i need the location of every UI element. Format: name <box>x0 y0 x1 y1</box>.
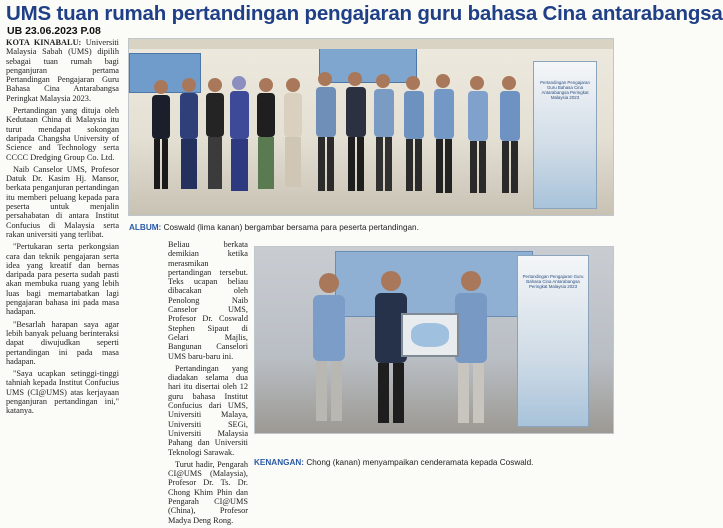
person <box>434 74 454 193</box>
event-standee: Pertandingan Pengajaran Guru Bahasa Cina Antarabangsa Peringkat Malaysia 2023 <box>517 255 589 427</box>
paragraph: "Pertukaran serta perkongsian cara dan teknik pengajaran serta idea yang kreatif dan bernas daripada para peserta sudah pasti akan membuka ruang yang lebih luas bagi memartabatkan lagi pengajaran bahasa ini pada masa hadapan. <box>6 242 119 317</box>
person <box>284 78 302 187</box>
headline: UMS tuan rumah pertandingan pengajaran guru bahasa Cina antarabangsa <box>6 2 723 25</box>
person <box>468 76 488 193</box>
person <box>180 78 198 189</box>
paragraph: Naib Canselor UMS, Profesor Datuk Dr. Kasim Hj. Mansor, berkata penganjuran pertandingan itu memberi peluang kepada para peserta untuk menjalin persahabatan di antara Institut Confucius di Malaysia serta rakan universiti yang terlibat. <box>6 164 119 239</box>
person <box>346 72 366 191</box>
group-photo <box>128 38 614 216</box>
souvenir-photo <box>254 246 614 434</box>
person <box>206 78 224 189</box>
article-column-2 <box>168 240 248 528</box>
paragraph: Beliau berkata demikian ketika merasmikan pertandingan tersebut. Teks ucapan beliau dibacakan oleh Penolong Naib Canselor UMS, Profesor Dr. Coswald Stephen Sipaut di Gelari Majlis, Bangunan Canselori UMS baru-baru ini. <box>168 240 248 361</box>
person <box>500 76 520 193</box>
person <box>404 76 424 191</box>
person <box>313 273 345 421</box>
person <box>316 72 336 191</box>
dateline: UB 23.06.2023 P.08 <box>7 25 101 37</box>
person <box>374 74 394 191</box>
group-people <box>141 39 541 215</box>
person <box>230 76 249 191</box>
photo-caption-1: ALBUM: Coswald (lima kanan) bergambar bersama para peserta pertandingan. <box>129 223 419 232</box>
paragraph: Pertandingan yang diadakan selama dua hari itu disertai oleh 12 guru bahasa Institut Confucius dari UMS, Universiti Malaya, Universiti SEGi, Universiti Malaysia Pahang dan Universiti Teknologi Sarawak. <box>168 363 248 457</box>
person <box>455 271 487 423</box>
event-standee: Pertandingan Pengajaran Guru Bahasa Cina Antarabangsa Peringkat Malaysia 2023 <box>533 61 597 209</box>
paragraph: "Saya ucapkan setinggi-tinggi tahniah kepada Institut Confucius UMS (CI@UMS) atas kerjayaan penganjuran pertandingan ini," katanya. <box>6 369 119 416</box>
paragraph: KOTA KINABALU: Universiti Malaysia Sabah (UMS) dipilih sebagai tuan rumah bagi penganjuran pertama Pertandingan Pengajaran Guru Bahasa Cina Antarabangsa Peringkat Malaysia 2023. <box>6 38 119 103</box>
person <box>152 80 170 189</box>
paragraph: Turut hadir, Pengarah CI@UMS (Malaysia), Profesor Dr. Ts. Dr. Chong Khim Phin dan Pengarah CI@UMS (China), Profesor Madya Deng Rong. <box>168 459 248 525</box>
photo-caption-2: KENANGAN: Chong (kanan) menyampaikan cenderamata kepada Coswald. <box>254 458 534 467</box>
paragraph: Pertandingan yang dituja oleh Kedutaan China di Malaysia itu turut mendapat sokongan daripada Changsha University of Science and Technology serta CCCC Dredging Group Co. Ltd. <box>6 106 119 162</box>
person <box>257 78 275 189</box>
article-column-1 <box>6 38 119 419</box>
souvenir-frame <box>401 313 459 357</box>
paragraph: "Besarlah harapan saya agar lebih banyak peluang berinteraksi dapat diwujudkan seperti pertandingan ini pada masa hadapan. <box>6 319 119 366</box>
